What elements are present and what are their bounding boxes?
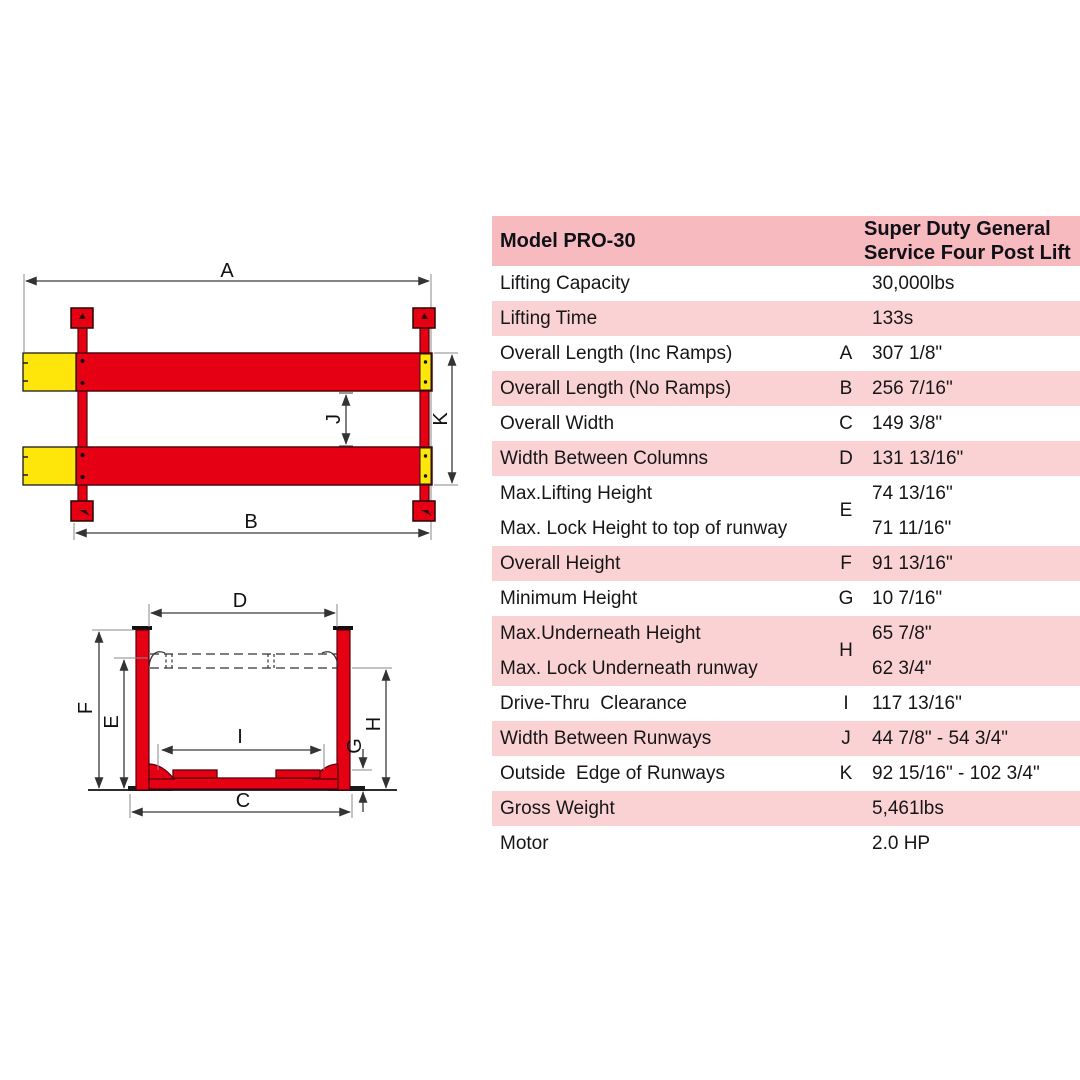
spec-label: Drive-Thru Clearance [500,692,687,714]
spec-row-width-between-runways [492,721,1080,756]
spec-value: 307 1/8" [872,342,943,364]
spec-value: 5,461lbs [872,797,944,819]
spec-value: 10 7/16" [872,587,943,609]
runway-raised-phantom [149,652,338,668]
spec-table [492,216,1080,861]
spec-value: 62 3/4" [872,657,932,679]
end-pad-top [420,354,431,390]
spec-value: 117 13/16" [872,692,962,714]
dim-label-A: A [220,260,234,282]
spec-letter: G [838,587,854,609]
spec-label: Overall Width [500,412,615,434]
dim-label-G: G [344,738,366,754]
dim-label-D: D [232,590,248,612]
spec-row-width-between-columns [492,441,1080,476]
spec-label: Max.Lifting Height [500,482,653,504]
spec-row-overall-height [492,546,1080,581]
spec-row-drive-thru-clearance [492,686,1080,721]
column-feet [71,308,435,521]
spec-letter: H [839,640,853,661]
spec-label: Width Between Columns [500,447,709,469]
ramp-top [23,353,76,391]
spec-value: 91 13/16" [872,552,953,574]
spec-row-gross-weight [492,791,1080,826]
spec-value: 30,000lbs [872,272,955,294]
spec-label: Lifting Capacity [500,272,630,294]
spec-value: 74 13/16" [872,482,953,504]
dim-label-H: H [363,716,385,732]
runway-lowered [149,764,338,789]
spec-row-minimum-height [492,581,1080,616]
spec-table-header [492,216,1080,266]
spec-label: Overall Height [500,552,621,574]
column-right [337,630,350,790]
dim-label-I: I [237,726,243,748]
dim-label-E: E [101,715,123,729]
spec-row-lifting-time [492,301,1080,336]
spec-value: 92 15/16" - 102 3/4" [872,762,1040,784]
dim-label-K: K [430,412,452,426]
spec-letter: F [840,552,852,574]
spec-row-overall-length-no-ramps [492,371,1080,406]
spec-value: 65 7/8" [872,622,932,644]
spec-label: Width Between Runways [500,727,712,749]
spec-label: Overall Length (No Ramps) [500,377,732,399]
spec-value: 149 3/8" [872,412,943,434]
spec-label: Gross Weight [500,797,615,819]
spec-letter: C [839,412,853,434]
top-view [23,274,458,540]
spec-value: 71 11/16" [872,517,952,539]
spec-value: 256 7/16" [872,377,953,399]
dim-label-B: B [244,511,258,533]
spec-value: 44 7/8" - 54 3/4" [872,727,1009,749]
spec-row-overall-width [492,406,1080,441]
spec-row-overall-length-inc-ramps [492,336,1080,371]
dim-label-F: F [75,701,97,715]
spec-row-max-lifting-height [492,476,1080,546]
spec-label: Lifting Time [500,307,598,329]
model-name: Model PRO-30 [500,229,636,252]
spec-value: 2.0 HP [872,832,931,854]
spec-label: Outside Edge of Runways [500,762,725,784]
spec-letter: K [839,762,853,784]
spec-label: Motor [500,832,549,854]
runway-bottom [76,447,432,485]
runway-top [76,353,432,391]
spec-row-max-underneath-height [492,616,1080,686]
front-view [88,604,397,818]
spec-label: Max.Underneath Height [500,622,701,644]
spec-letter: A [839,342,853,364]
spec-label: Overall Length (Inc Ramps) [500,342,733,364]
spec-letter: I [843,692,849,714]
spec-row-motor [492,826,1080,861]
spec-row-lifting-capacity [492,266,1080,301]
model-description: Super Duty General Service Four Post Lift [864,218,1071,264]
spec-label: Max. Lock Height to top of runway [500,517,788,539]
spec-value: 133s [872,307,914,329]
spec-letter: B [839,377,853,399]
spec-value: 131 13/16" [872,447,964,469]
dim-label-C: C [235,790,251,812]
spec-letter: D [839,447,853,469]
dim-label-J: J [323,414,345,424]
column-left [136,630,149,790]
spec-letter: E [839,500,853,521]
spec-label: Max. Lock Underneath runway [500,657,758,679]
ramp-bottom [23,447,76,485]
end-pad-bottom [420,448,431,484]
spec-label: Minimum Height [500,587,638,609]
spec-letter: J [841,727,851,749]
spec-row-outside-edge-of-runways [492,756,1080,791]
